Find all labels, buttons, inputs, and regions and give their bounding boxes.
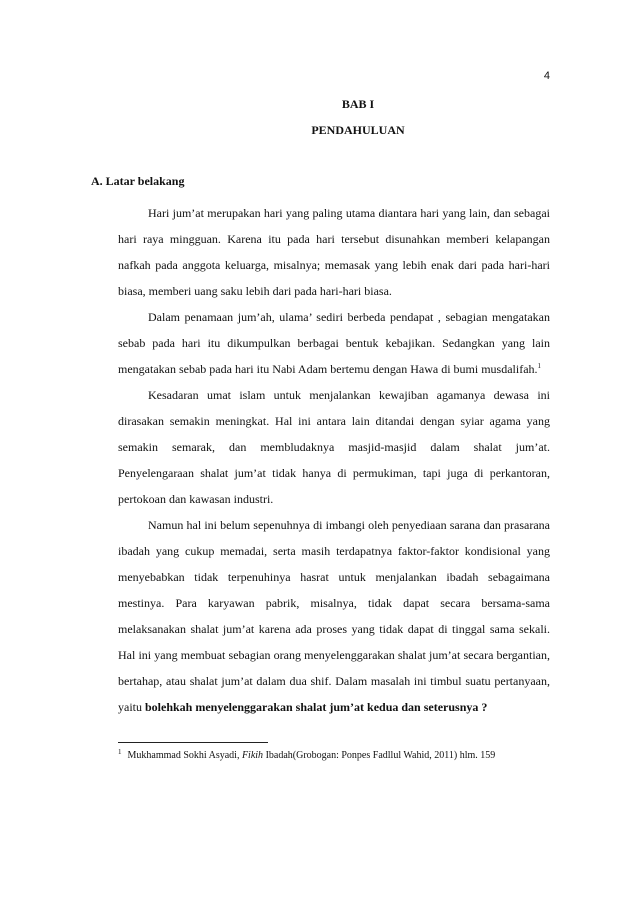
chapter-label: BAB I [341,97,375,111]
paragraph-3: Kesadaran umat islam untuk menjalankan kewajiban agamanya dewasa ini dirasakan semakin meningkat. Hal ini antara lain ditandai dengan syiar agama yang semakin semarak, dan membludaknya masjid-masjid dalam shalat jum’at. Penyelengaraan shalat jum’at tidak hanya di permukiman, tapi juga di perkantoran, pertokoan dan kawasan industri. [118,388,550,506]
footnote [118,749,558,762]
paragraph-4-text: Namun hal ini belum sepenuhnya di imbangi oleh penyediaan sarana dan prasarana ibadah yang cukup memadai, serta masih terdapatnya faktor-faktor kondisional yang menyebabkan tidak terpenuhinya hasrat untuk menjalankan ibadah sebagaimana mestinya. Para karyawan pabrik, misalnya, tidak dapat secara bersama-sama melaksanakan shalat jum’at karena ada proses yang tidak dapat di tinggal sama sekali. Hal ini yang membuat sebagian orang menyelenggarakan shalat jum’at secara bergantian, bertahap, atau shalat jum’at dalam dua shif. Dalam masalah ini timbul suatu pertanyaan, yaitu [118,518,550,714]
body-text [118,200,550,720]
footnote-divider [118,742,268,743]
footnote-number: 1 [118,747,122,756]
footnote-ref: 1 [537,362,542,370]
research-question: bolehkah menyelenggarakan shalat jum’at kedua dan seterusnya ? [145,700,488,714]
paragraph-1: Hari jum’at merupakan hari yang paling utama diantara hari yang lain, dan sebagai hari raya mingguan. Karena itu pada hari tersebut disunahkan memberi kelapangan nafkah pada anggota keluarga, misalnya; memasak yang lebih enak dari pada hari-hari biasa, memberi uang saku lebih dari pada hari-hari biasa. [118,206,550,298]
chapter-heading [188,96,528,138]
paragraph-2-text: Dalam penamaan jum’ah, ulama’ sediri berbeda pendapat , sebagian mengatakan sebab pada hari itu dikumpulkan berbagai bentuk kebajikan. Sedangkan yang lain mengatakan sebab pada hari itu Nabi Adam bertemu dengan Hawa di bumi musdalifah. [118,310,550,376]
chapter-title: PENDAHULUAN [311,123,405,137]
paragraph-2 [118,304,550,382]
footnote-rest: Ibadah(Grobogan: Ponpes Fadllul Wahid, 2011) hlm. 159 [263,750,496,761]
page-number: 4 [543,70,550,82]
footnote-title: Fikih [241,750,264,761]
section-title: A. Latar belakang [91,174,185,188]
paragraph-4 [118,512,550,720]
footnote-author: Mukhammad Sokhi Asyadi, [127,750,242,761]
